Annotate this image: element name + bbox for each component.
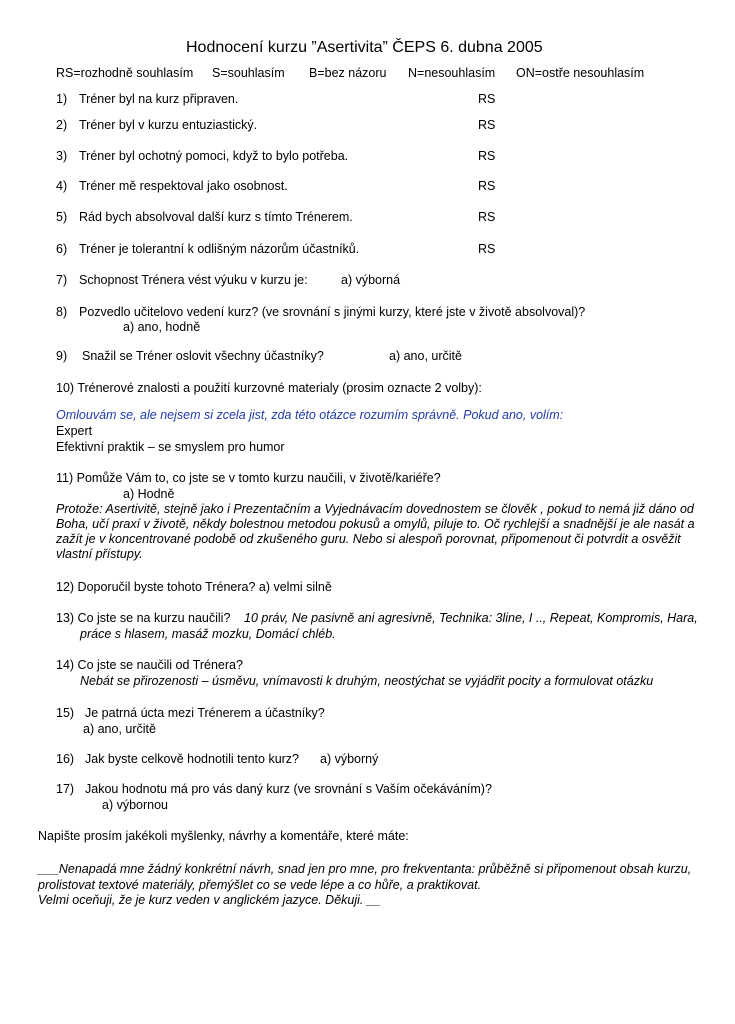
legend-rs: RS=rozhodně souhlasím bbox=[56, 66, 194, 80]
question-text: Pozvedlo učitelovo vedení kurz? (ve srovnání s jinými kurzy, které jste v životě absolvoval)? bbox=[79, 305, 586, 319]
question-answer: a) výborná bbox=[341, 273, 401, 287]
question-text: Schopnost Trénera vést výuku v kurzu je: bbox=[79, 273, 308, 287]
legend-s: S=souhlasím bbox=[212, 66, 285, 80]
question-text: Snažil se Tréner oslovit všechny účastníky? bbox=[82, 349, 324, 363]
question-text: 12) Doporučil byste tohoto Trénera? a) velmi silně bbox=[56, 580, 332, 594]
question-answer: práce s hlasem, masáž mozku, Domácí chléb. bbox=[80, 627, 336, 641]
question-answer: Nebát se přirozenosti – úsměvu, vnímavosti k druhým, neostýchat se vyjádřit pocity a formulovat otázku bbox=[80, 674, 654, 688]
question-number: 2) bbox=[56, 118, 68, 132]
question-choice: Efektivní praktik – se smyslem pro humor bbox=[56, 440, 285, 454]
comments-text: ___Nenapadá mne žádný konkrétní návrh, snad jen pro mne, pro frekventanta: průběžně si připomenout obsah kurzu, bbox=[38, 862, 692, 876]
question-text: 10) Trénerové znalosti a použití kurzovné materialy (prosim oznacte 2 volby): bbox=[56, 381, 482, 395]
question-answer: RS bbox=[478, 92, 496, 106]
question-comment: Protože: Asertivitě, stejně jako i Prezentačním a Vyjednávacím dovednostem se člověk , pokud to nemá již dáno od Boha, učí praxí v životě, někdy bolestnou metodou pokusů a omylů, piluje to. Oč rychlejší a snadnější je ale nasát a zažít je v koncentrované podobě od zkušeného guru. Nebo si alespoň porovnat, připomenout či potvrdit a osvěžit vlastní přístupy. bbox=[56, 502, 695, 561]
question-answer: a) ano, určitě bbox=[83, 722, 156, 736]
question-answer: RS bbox=[478, 242, 496, 256]
question-text: Tréner byl ochotný pomoci, když to bylo potřeba. bbox=[79, 149, 349, 163]
question-number: 1) bbox=[56, 92, 68, 106]
question-number: 4) bbox=[56, 179, 68, 193]
comments-text: Velmi oceňuji, že je kurz veden v anglickém jazyce. Děkuji. __ bbox=[38, 893, 381, 907]
question-number: 6) bbox=[56, 242, 68, 256]
question-answer: RS bbox=[478, 210, 496, 224]
question-answer: a) ano, hodně bbox=[123, 320, 201, 334]
page-title: Hodnocení kurzu ”Asertivita” ČEPS 6. dubna 2005 bbox=[186, 39, 543, 56]
question-answer: a) ano, určitě bbox=[389, 349, 462, 363]
question-text: Tréner je tolerantní k odlišným názorům účastníků. bbox=[79, 242, 360, 256]
legend-on: ON=ostře nesouhlasím bbox=[516, 66, 645, 80]
question-text: Jakou hodnotu má pro vás daný kurz (ve srovnání s Vaším očekáváním)? bbox=[85, 782, 492, 796]
question-answer: a) Hodně bbox=[123, 487, 175, 501]
comments-text: prolistovat textové materiály, přemýšlet co se vede lépe a co hůře, a praktikovat. bbox=[38, 878, 482, 892]
question-text: Tréner byl v kurzu entuziastický. bbox=[79, 118, 258, 132]
question-answer: 10 práv, Ne pasivně ani agresivně, Technika: 3line, I .., Repeat, Kompromis, Hara, bbox=[244, 611, 698, 625]
question-answer: RS bbox=[478, 149, 496, 163]
question-text: 14) Co jste se naučili od Trénera? bbox=[56, 658, 243, 672]
question-answer: RS bbox=[478, 179, 496, 193]
question-number: 17) bbox=[56, 782, 75, 796]
question-number: 9) bbox=[56, 349, 68, 363]
question-number: 8) bbox=[56, 305, 68, 319]
question-answer: a) výborný bbox=[320, 752, 379, 766]
question-text: 11) Pomůže Vám to, co jste se v tomto kurzu naučili, v životě/kariéře? bbox=[56, 471, 441, 485]
question-answer: RS bbox=[478, 118, 496, 132]
legend-b: B=bez názoru bbox=[309, 66, 387, 80]
question-number: 16) bbox=[56, 752, 75, 766]
question-number: 15) bbox=[56, 706, 75, 720]
comments-prompt: Napište prosím jakékoli myšlenky, návrhy a komentáře, které máte: bbox=[38, 829, 409, 843]
legend-n: N=nesouhlasím bbox=[408, 66, 496, 80]
question-answer: a) výbornou bbox=[102, 798, 169, 812]
question-text: Rád bych absolvoval další kurz s tímto Trénerem. bbox=[79, 210, 353, 224]
question-text: Tréner mě respektoval jako osobnost. bbox=[79, 179, 288, 193]
question-choice: Expert bbox=[56, 424, 93, 438]
question-text: Tréner byl na kurz připraven. bbox=[79, 92, 239, 106]
question-number: 3) bbox=[56, 149, 68, 163]
question-text: Jak byste celkově hodnotili tento kurz? bbox=[85, 752, 300, 766]
question-number: 7) bbox=[56, 273, 68, 287]
question-text: 13) Co jste se na kurzu naučili? bbox=[56, 611, 231, 625]
question-number: 5) bbox=[56, 210, 68, 224]
question-text: Je patrná úcta mezi Trénerem a účastníky? bbox=[85, 706, 325, 720]
question-note: Omlouvám se, ale nejsem si zcela jist, zda této otázce rozumím správně. Pokud ano, volím: bbox=[56, 408, 564, 422]
